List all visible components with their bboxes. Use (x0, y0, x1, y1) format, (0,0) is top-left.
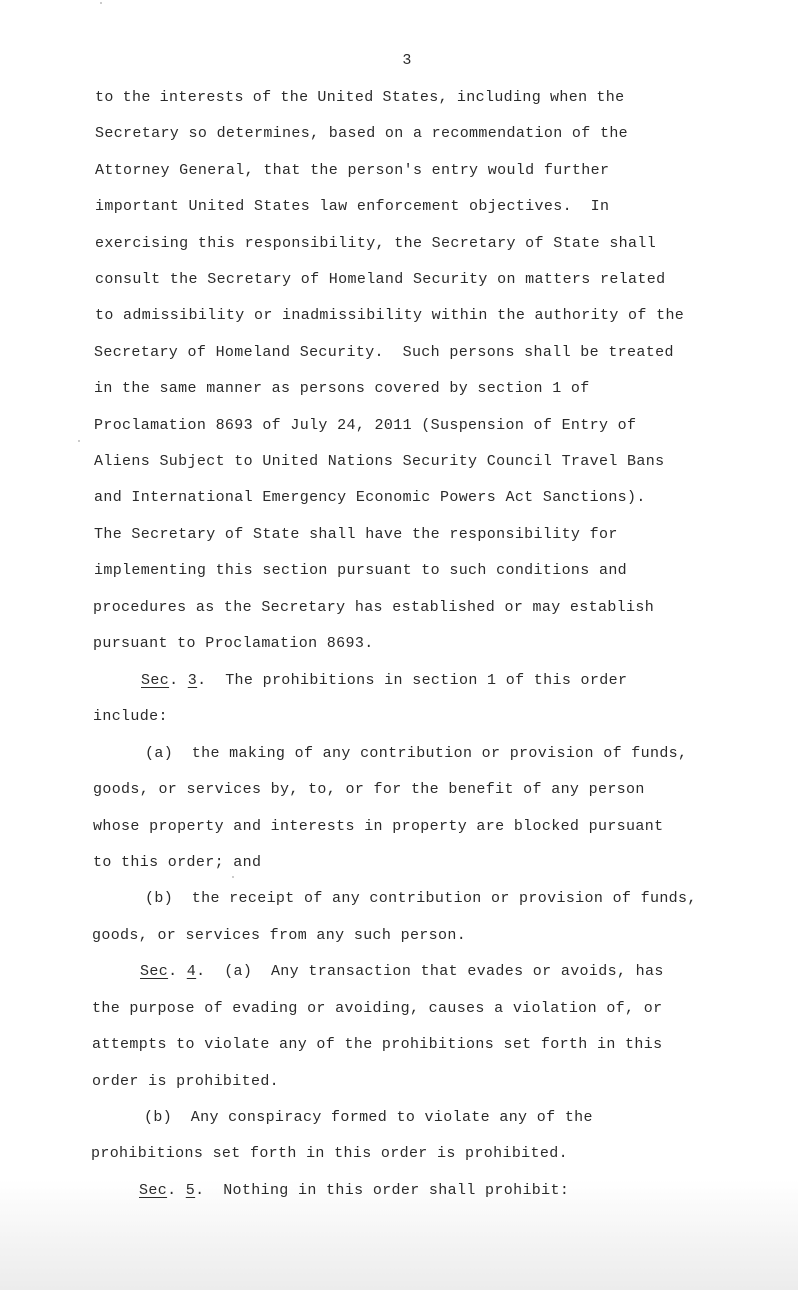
scan-speck (78, 440, 80, 442)
text-line-4: important United States law enforcement objectives. In (95, 198, 610, 215)
text-line-10: Proclamation 8693 of July 24, 2011 (Suspension of Entry of (94, 417, 637, 434)
text-line-11: Aliens Subject to United Nations Security Council Travel Bans (94, 453, 665, 470)
text-line-30: prohibitions set forth in this order is prohibited. (91, 1145, 568, 1162)
section-5-label: Sec (139, 1182, 168, 1199)
text-line-29: (b) Any conspiracy formed to violate any of the (144, 1109, 593, 1126)
section-4-period: . (168, 963, 178, 980)
section-5-line (139, 1181, 569, 1201)
section-4-label: Sec (140, 963, 169, 980)
text-line-3: Attorney General, that the person's entry would further (95, 162, 610, 179)
section-5-number: 5 (185, 1182, 196, 1199)
text-line-20: goods, or services by, to, or for the benefit of any person (93, 781, 645, 798)
text-line-21: whose property and interests in property are blocked pursuant (93, 818, 664, 835)
section-5-period: . (167, 1182, 177, 1199)
text-line-2: Secretary so determines, based on a recommendation of the (95, 125, 629, 142)
text-line-24: goods, or services from any such person. (92, 927, 467, 944)
text-line-16: pursuant to Proclamation 8693. (93, 635, 374, 652)
text-line-5: exercising this responsibility, the Secretary of State shall (95, 235, 657, 252)
text-line-6: consult the Secretary of Homeland Security on matters related (95, 271, 666, 288)
scan-speck (100, 2, 102, 4)
text-line-13: The Secretary of State shall have the responsibility for (94, 526, 618, 543)
section-3-line (141, 671, 627, 691)
section-4-text: . (a) Any transaction that evades or avoids, has (196, 963, 664, 980)
section-3-text: . The prohibitions in section 1 of this order (197, 672, 628, 689)
section-3-number: 3 (187, 672, 198, 689)
text-line-26: the purpose of evading or avoiding, causes a violation of, or (92, 1000, 663, 1017)
text-line-8: Secretary of Homeland Security. Such persons shall be treated (94, 344, 674, 361)
text-line-22: to this order; and (93, 854, 262, 871)
page-number: 3 (402, 52, 412, 69)
scan-speck (232, 876, 234, 878)
text-line-18: include: (93, 708, 168, 725)
text-line-19: (a) the making of any contribution or provision of funds, (145, 745, 688, 762)
text-line-15: procedures as the Secretary has established or may establish (93, 599, 655, 616)
text-line-12: and International Emergency Economic Powers Act Sanctions). (94, 489, 646, 506)
text-line-9: in the same manner as persons covered by section 1 of (94, 380, 590, 397)
section-4-number: 4 (186, 963, 197, 980)
text-line-27: attempts to violate any of the prohibitions set forth in this (92, 1036, 663, 1053)
section-3-period: . (169, 672, 179, 689)
text-line-23: (b) the receipt of any contribution or provision of funds, (145, 890, 697, 907)
text-line-14: implementing this section pursuant to such conditions and (94, 562, 628, 579)
text-line-1: to the interests of the United States, including when the (95, 89, 625, 106)
section-4-line (140, 962, 664, 982)
text-line-7: to admissibility or inadmissibility within the authority of the (95, 307, 685, 324)
text-line-28: order is prohibited. (92, 1073, 280, 1090)
section-3-label: Sec (141, 672, 170, 689)
section-5-text: . Nothing in this order shall prohibit: (195, 1182, 570, 1199)
